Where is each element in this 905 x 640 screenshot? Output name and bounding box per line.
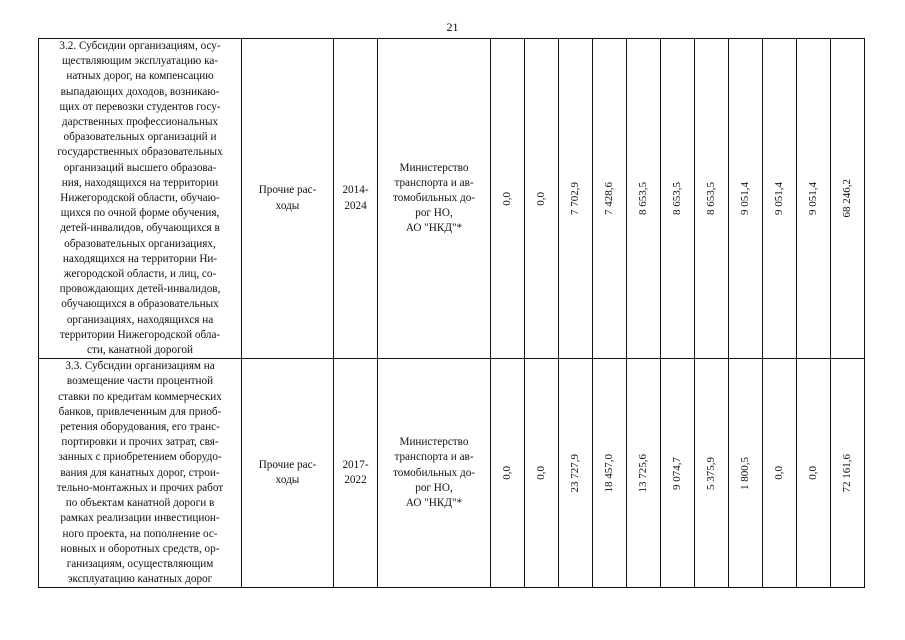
measure-description-line: эксплуатацию канатных дорог [67, 573, 213, 586]
measure-description-line: ного проекта, на пополнение ос- [62, 527, 218, 540]
amount-wrapper [831, 454, 864, 493]
measure-description-line: сти, канатной дорогой [87, 344, 193, 357]
amount-value: 7 702,9 [568, 182, 581, 216]
amount-cell [491, 39, 525, 359]
amount-cell [593, 359, 627, 588]
measure-description-line: выпадающих доходов, возникаю- [60, 85, 220, 98]
amount-cell [525, 359, 559, 588]
funding-source-line: ходы [275, 199, 300, 212]
amount-value: 68 246,2 [840, 179, 853, 218]
amount-wrapper [797, 466, 830, 480]
measure-description-line: возмещение части процентной [66, 375, 214, 388]
amount-wrapper [627, 182, 660, 215]
amount-value: 1 800,5 [738, 456, 751, 490]
measure-description-line: портировки и прочих затрат, свя- [61, 436, 219, 449]
amount-value: 72 161,6 [840, 454, 853, 493]
amount-cell [729, 359, 763, 588]
amount-cell [491, 359, 525, 588]
executor [378, 359, 491, 588]
measure-description-line: ганизациям, осуществляющим [66, 557, 214, 570]
amount-wrapper [661, 182, 694, 215]
amount-value: 0,0 [500, 191, 513, 206]
measure-description [39, 359, 242, 588]
amount-value: 5 375,9 [704, 456, 717, 490]
measure-description-line: государственных образовательных [57, 146, 223, 159]
table-body [39, 39, 865, 588]
executor-line: томобильных до- [392, 192, 476, 205]
amount-cell [593, 39, 627, 359]
funding-source [242, 359, 334, 588]
implementation-years-line: 2022 [344, 474, 367, 487]
amount-value: 9 051,4 [738, 182, 751, 216]
measure-description-line: тельно-монтажных и прочих работ [56, 481, 224, 494]
measure-description-line: провождающих детей-инвалидов, [59, 283, 221, 296]
funding-source-line: ходы [275, 474, 300, 487]
executor-line: томобильных до- [392, 466, 476, 479]
amount-wrapper [661, 457, 694, 490]
measure-description-line: вания для канатных дорог, строи- [60, 466, 220, 479]
amount-cell [559, 39, 593, 359]
amount-cell [559, 359, 593, 588]
executor-line: транспорта и ав- [394, 451, 474, 464]
amount-value: 0,0 [534, 191, 547, 206]
amount-value: 18 457,0 [602, 454, 615, 493]
amount-wrapper [559, 182, 592, 215]
amount-cell [763, 39, 797, 359]
measure-description-line: ретения оборудования, его транс- [60, 421, 220, 434]
amount-wrapper [525, 466, 558, 480]
implementation-years [334, 39, 378, 359]
measure-description-line: образовательных организациях, [64, 237, 216, 250]
measure-description-line: территории Нижегородской обла- [59, 328, 221, 341]
implementation-years-line: 2014- [342, 184, 369, 197]
total-value-cell [831, 359, 865, 588]
executor-line: АО "НКД"* [405, 497, 463, 510]
amount-value: 8 653,5 [636, 182, 649, 216]
measure-description-line: 3.3. Субсидии организациям на [65, 360, 215, 373]
amount-cell [661, 39, 695, 359]
amount-cell [729, 39, 763, 359]
implementation-years-line: 2024 [344, 199, 367, 212]
measure-description-line: рамках реализации инвестицион- [60, 512, 220, 525]
executor-line: АО "НКД"* [405, 222, 463, 235]
amount-value: 0,0 [534, 466, 547, 481]
amount-cell [797, 39, 831, 359]
measure-description-line: ния, находящихся на территории [61, 176, 219, 189]
amount-wrapper [695, 457, 728, 490]
amount-value: 0,0 [772, 466, 785, 481]
amount-value: 7 428,6 [602, 182, 615, 216]
amount-cell [661, 359, 695, 588]
amount-cell [695, 359, 729, 588]
measure-description-line: организаций высшего образова- [63, 161, 217, 174]
measure-description-line: жегородской области, и лиц, со- [63, 268, 217, 281]
executor-line: рог НО, [415, 207, 453, 220]
amount-cell [627, 359, 661, 588]
amount-cell [763, 359, 797, 588]
amount-value: 9 051,4 [806, 182, 819, 216]
measure-description-line: новных и оборотных средств, ор- [60, 542, 220, 555]
page-number: 21 [446, 20, 459, 34]
amount-wrapper [797, 182, 830, 215]
amount-wrapper [491, 192, 524, 206]
funding-source-line: Прочие рас- [258, 459, 317, 472]
amount-wrapper [593, 454, 626, 493]
measure-description-line: дарственных профессиональных [61, 116, 219, 129]
amount-value: 23 727,9 [568, 454, 581, 493]
implementation-years [334, 359, 378, 588]
amount-wrapper [831, 179, 864, 218]
total-value-cell [831, 39, 865, 359]
amount-cell [627, 39, 661, 359]
amount-wrapper [525, 192, 558, 206]
executor-line: рог НО, [415, 481, 453, 494]
table-row [39, 39, 865, 359]
measure-description-line: находящихся на территории Ни- [62, 252, 218, 265]
measure-description-line: детей-инвалидов, обучающихся в [60, 222, 220, 235]
amount-value: 13 725,6 [636, 454, 649, 493]
measure-description-line: ществляющим эксплуатацию ка- [61, 55, 219, 68]
measure-description-line: щихся по очной форме обучения, [60, 207, 220, 220]
measure-description-line: Нижегородской области, обучаю- [60, 192, 220, 205]
measure-description-line: обучающихся в образовательных [61, 298, 219, 311]
amount-value: 8 653,5 [670, 182, 683, 216]
budget-table [38, 38, 865, 588]
measure-description-line: банков, привлеченным для приоб- [58, 405, 222, 418]
executor [378, 39, 491, 359]
amount-value: 0,0 [500, 466, 513, 481]
amount-cell [695, 39, 729, 359]
amount-wrapper [763, 466, 796, 480]
measure-description-line: натных дорог, на компенсацию [66, 70, 214, 83]
measure-description-line: ставки по кредитам коммерческих [58, 390, 222, 403]
amount-cell [797, 359, 831, 588]
table-row [39, 359, 865, 588]
executor-line: транспорта и ав- [394, 176, 474, 189]
executor-line: Министерство [399, 436, 469, 449]
funding-source-line: Прочие рас- [258, 184, 317, 197]
measure-description-line: организациях, находящихся на [66, 313, 214, 326]
measure-description-line: образовательных организаций и [63, 131, 217, 144]
amount-wrapper [559, 454, 592, 493]
amount-wrapper [695, 182, 728, 215]
amount-value: 9 074,7 [670, 456, 683, 490]
amount-wrapper [627, 454, 660, 493]
amount-wrapper [593, 182, 626, 215]
implementation-years-line: 2017- [342, 459, 369, 472]
amount-wrapper [729, 182, 762, 215]
measure-description-line: 3.2. Субсидии организациям, осу- [59, 40, 221, 52]
measure-description [39, 39, 242, 359]
amount-cell [525, 39, 559, 359]
measure-description-line: занных с приобретением оборудо- [58, 451, 222, 464]
amount-wrapper [491, 466, 524, 480]
amount-wrapper [729, 457, 762, 490]
amount-value: 8 653,5 [704, 182, 717, 216]
executor-line: Министерство [399, 161, 469, 174]
funding-source [242, 39, 334, 359]
measure-description-line: щих от перевозки студентов госу- [59, 100, 221, 113]
amount-value: 9 051,4 [772, 182, 785, 216]
measure-description-line: по объектам канатной дороги в [65, 497, 215, 510]
amount-wrapper [763, 182, 796, 215]
amount-value: 0,0 [806, 466, 819, 481]
